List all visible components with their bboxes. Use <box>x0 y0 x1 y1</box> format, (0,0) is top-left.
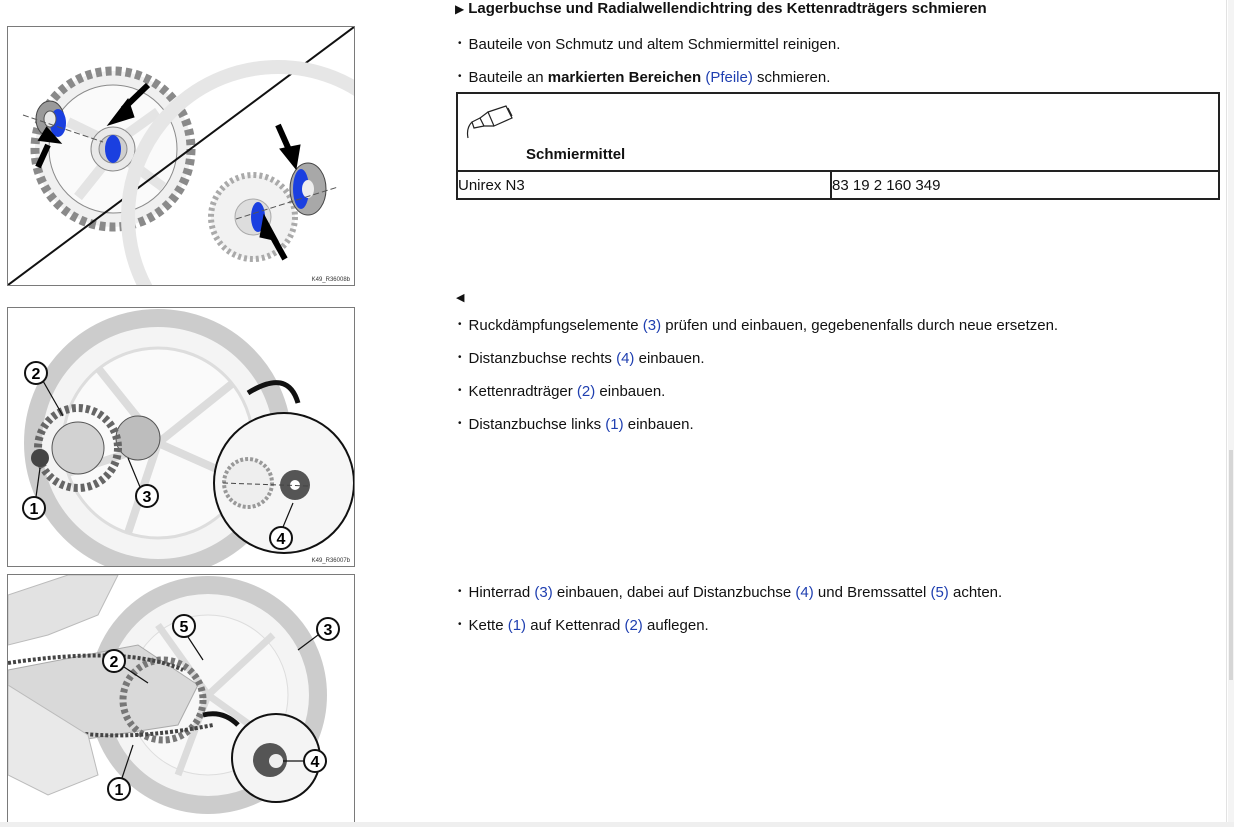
step-item <box>458 36 840 53</box>
reference-number: (Pfeile) <box>705 69 753 86</box>
lubricant-table <box>456 92 1220 200</box>
callout-5: 5 <box>179 619 189 636</box>
figure-wheel-assembly <box>7 307 355 567</box>
step-text <box>469 317 1059 334</box>
callout-3: 3 <box>323 622 333 639</box>
step-item <box>458 416 694 433</box>
step-text-segment: und Bremssattel <box>813 584 931 601</box>
reference-number: (3) <box>642 317 662 334</box>
bullet-icon: • <box>458 38 462 49</box>
step-text-segment: auflegen. <box>642 617 709 634</box>
step-text-segment: prüfen und einbauen, gegebenenfalls durch neue ersetzen. <box>661 317 1059 334</box>
step-text <box>469 36 841 53</box>
wheel-assembly-illustration <box>8 308 354 566</box>
step-item <box>458 617 709 634</box>
step-text-segment: einbauen. <box>595 383 666 400</box>
step-text-segment: achten. <box>948 584 1003 601</box>
reference-number: (2) <box>576 383 596 400</box>
reference-number: (3) <box>534 584 553 601</box>
bullet-icon: • <box>458 619 462 630</box>
reference-number: (4) <box>616 350 635 367</box>
step-text-segment: schmieren. <box>752 69 831 86</box>
vertical-scrollbar[interactable] <box>1228 0 1234 827</box>
step-text-segment: Distanzbuchse links <box>468 416 606 433</box>
step-text <box>469 617 709 634</box>
step-text-segment: Distanzbuchse rechts <box>468 350 617 367</box>
figure-label: K49_R36008b <box>311 277 350 283</box>
callout-2: 2 <box>109 654 119 671</box>
end-marker-icon: ◀ <box>456 292 465 304</box>
bullet-icon: • <box>458 418 462 429</box>
step-text-segment: auf Kettenrad <box>526 617 625 634</box>
lubricant-name: Unirex N3 <box>457 171 831 199</box>
reference-number: (1) <box>507 617 527 634</box>
chain-installation-illustration <box>8 575 354 825</box>
reference-number: (1) <box>605 416 624 433</box>
figure-label: K49_R36007b <box>311 558 350 564</box>
lubricant-title: Schmiermittel <box>526 146 626 163</box>
step-item <box>458 317 1058 334</box>
step-item <box>458 69 830 86</box>
figure-lubrication-points <box>7 26 355 286</box>
callout-4: 4 <box>276 531 286 548</box>
step-text <box>469 69 831 86</box>
bullet-icon: • <box>458 352 462 363</box>
reference-number: (2) <box>624 617 643 634</box>
step-text-segment: Bauteile von Schmutz und altem Schmiermittel reinigen. <box>468 36 841 53</box>
bullet-icon: • <box>458 385 462 396</box>
step-text-segment: Ruckdämpfungselemente <box>468 317 643 334</box>
step-text-segment: einbauen. <box>623 416 694 433</box>
step-text-segment: Bauteile an <box>468 69 548 86</box>
grease-tube-icon <box>466 104 516 140</box>
reference-number: (5) <box>930 584 949 601</box>
callout-4: 4 <box>310 754 320 771</box>
step-text-segment: einbauen, dabei auf Distanzbuchse <box>552 584 796 601</box>
step-text <box>469 350 705 367</box>
lubricant-part-number: 83 19 2 160 349 <box>831 171 1219 199</box>
callout-1: 1 <box>114 782 124 799</box>
lubricant-header-cell <box>457 93 1219 171</box>
step-text-segment: Kettenradträger <box>468 383 577 400</box>
step-text-segment: einbauen. <box>634 350 705 367</box>
callout-3: 3 <box>142 489 152 506</box>
callout-2: 2 <box>31 366 41 383</box>
page-border <box>1226 0 1227 827</box>
play-triangle-icon: ▶ <box>455 2 465 16</box>
section-heading-text: Lagerbuchse und Radialwellendichtring des Kettenradträgers schmieren <box>468 0 987 17</box>
step-text-segment: Hinterrad <box>468 584 535 601</box>
lubrication-illustration <box>8 27 354 285</box>
step-item <box>458 383 665 400</box>
callout-1: 1 <box>29 501 39 518</box>
step-text <box>469 383 666 400</box>
step-text <box>469 584 1003 601</box>
step-text-segment: markierten Bereichen <box>547 69 702 86</box>
step-item <box>458 584 1002 601</box>
reference-number: (4) <box>795 584 814 601</box>
scrollbar-thumb[interactable] <box>1229 450 1233 680</box>
step-text-segment: Kette <box>468 617 508 634</box>
bullet-icon: • <box>458 319 462 330</box>
step-item <box>458 350 705 367</box>
bullet-icon: • <box>458 71 462 82</box>
horizontal-scrollbar[interactable] <box>0 822 1234 827</box>
bullet-icon: • <box>458 586 462 597</box>
section-heading <box>455 0 987 17</box>
figure-chain-installation <box>7 574 355 825</box>
step-text <box>469 416 694 433</box>
